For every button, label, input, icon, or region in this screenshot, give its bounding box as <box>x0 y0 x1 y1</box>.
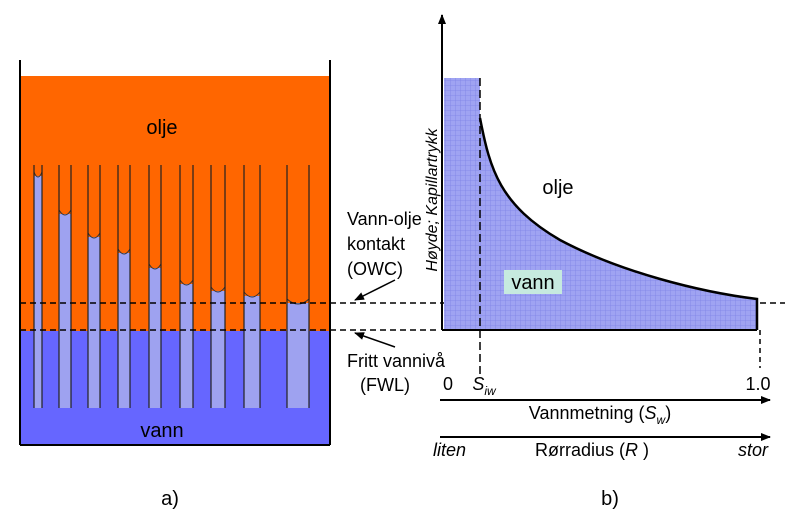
owc-label-line2: kontakt <box>347 234 406 254</box>
water-label-a: vann <box>140 420 184 442</box>
tube-water-1 <box>34 176 42 408</box>
caption-a: a) <box>161 488 179 510</box>
tube-water-9 <box>287 303 309 408</box>
sat-label-post: ) <box>665 403 672 423</box>
tube-water-8 <box>244 296 260 408</box>
zero-label: 0 <box>442 374 454 394</box>
owc-label-line1: Vann-olje <box>347 209 422 229</box>
siw-main: S <box>472 374 485 394</box>
sat-label-sub: w <box>656 413 666 427</box>
water-label-b: vann <box>511 272 555 294</box>
panel-b <box>424 15 771 510</box>
fwl-label-line2: (FWL) <box>360 375 410 395</box>
saturation-axis-label <box>529 403 671 427</box>
owc-pointer <box>355 280 395 300</box>
sat-label-pre: Vannmetning ( <box>528 403 645 423</box>
radius-axis-label <box>535 440 649 460</box>
rad-label-post: ) <box>638 440 650 460</box>
fwl-pointer <box>355 333 395 347</box>
one-label: 1.0 <box>745 374 771 394</box>
owc-label-line3: (OWC) <box>347 259 403 279</box>
tube-water-7 <box>211 291 225 408</box>
radius-small-label: liten <box>433 440 467 460</box>
tube-water-5 <box>149 268 161 408</box>
oil-label-a: olje <box>146 117 178 139</box>
sat-label-var: S <box>644 403 657 423</box>
rad-label-pre: Rørradius ( <box>534 440 626 460</box>
fwl-label-line1: Fritt vannivå <box>347 351 446 371</box>
rad-label-var: R <box>625 440 639 460</box>
tube-water-2 <box>59 214 71 408</box>
radius-large-label: stor <box>738 440 769 460</box>
siw-label <box>472 374 497 398</box>
panel-a <box>20 60 330 445</box>
oil-label-b: olje <box>542 177 574 199</box>
y-axis-label: Høyde; Kapillartrykk <box>424 128 441 272</box>
siw-sub: iw <box>484 384 496 398</box>
tube-water-3 <box>88 237 100 408</box>
caption-b: b) <box>601 488 619 510</box>
